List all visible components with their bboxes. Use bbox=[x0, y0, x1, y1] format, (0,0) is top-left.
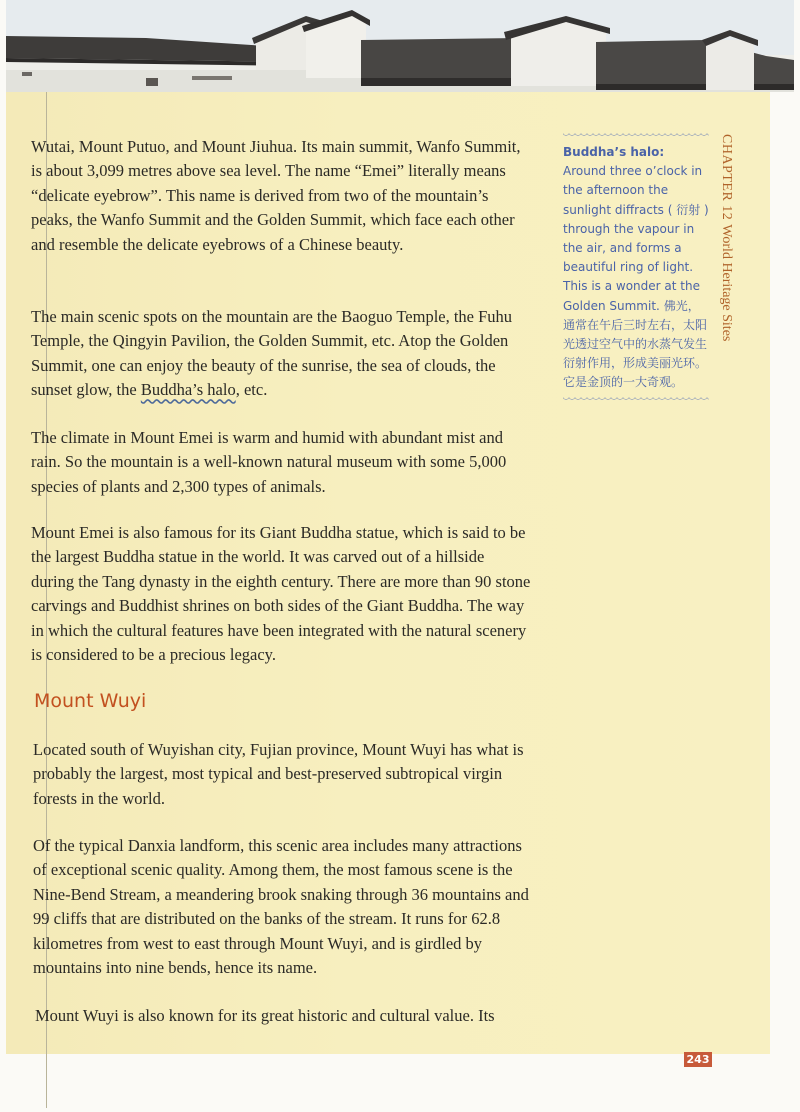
wavy-rule-top bbox=[563, 133, 709, 139]
paragraph-wuyi-location: Located south of Wuyishan city, Fujian province, Mount Wuyi has what is probably the largest, most typical and best-preserved subtropical virgin forests in the world. bbox=[33, 740, 524, 808]
section-heading-mount-wuyi: Mount Wuyi bbox=[34, 690, 147, 712]
sidenote-buddhas-halo bbox=[563, 133, 709, 403]
wavy-rule-bottom bbox=[563, 397, 709, 403]
paragraph-climate: The climate in Mount Emei is warm and humid with abundant mist and rain. So the mountain is a well-known natural museum with some 5,000 species of plants and 2,300 types of animals. bbox=[31, 428, 507, 496]
sidenote-definition: Around three o’clock in the afternoon the sunlight diffracts ( 衍射 ) through the vapour in the air, and forms a beautiful ring of light. This is a wonder at the Golden Summit. bbox=[563, 164, 709, 313]
sidenote-english bbox=[563, 143, 709, 393]
sidenote-chinese: 佛光，通常在午后三时左右，太阳光透过空气中的水蒸气发生衍射作用，形成美丽光环。它是金顶的一大奇观。 bbox=[563, 298, 708, 390]
paragraph-wuyi-culture: Mount Wuyi is also known for its great historic and cultural value. Its bbox=[35, 1006, 495, 1025]
paragraph-giant-buddha: Mount Emei is also famous for its Giant Buddha statue, which is said to be the largest Buddha statue in the world. It was carved out of a hillside during the Tang dynasty in the eighth century. There are more than 90 stone carvings and Buddhist shrines on both sides of the Giant Buddha. The way in which the cultural features have been integrated with the natural scenery is considered to be a precious legacy. bbox=[31, 523, 531, 665]
sidenote-term: Buddha’s halo: bbox=[563, 145, 665, 159]
chapter-label: CHAPTER 12 bbox=[719, 134, 734, 221]
paragraph-emei-intro: Wutai, Mount Putuo, and Mount Jiuhua. Its main summit, Wanfo Summit, is about 3,099 metres above sea level. The name “Emei” literally means “delicate eyebrow”. This name is derived from two of the mountain’s peaks, the Wanfo Summit and the Golden Summit, which face each other and resemble the delicate eyebrows of a Chinese beauty. bbox=[31, 137, 521, 254]
buddhas-halo-term: Buddha’s halo bbox=[140, 380, 236, 400]
header-photo-banner bbox=[6, 0, 794, 92]
chapter-running-head bbox=[718, 134, 735, 341]
chapter-title: World Heritage Sites bbox=[719, 224, 734, 342]
paragraph-scenic-spots-text: The main scenic spots on the mountain are the Baoguo Temple, the Fuhu Temple, the Qingyin Pavilion, the Golden Summit, etc. Atop the Golden Summit, one can enjoy the beauty of the sunrise, the sea of clouds, the sunset glow, the bbox=[31, 307, 513, 400]
page-number: 243 bbox=[684, 1052, 712, 1067]
paragraph-scenic-spots bbox=[31, 305, 531, 403]
paragraph-danxia: Of the typical Danxia landform, this scenic area includes many attractions of exceptional scenic quality. Among them, the most famous scene is the Nine-Bend Stream, a meandering brook snaking through 36 mountains and 99 cliffs that are distributed on the banks of the stream. It runs for 62.8 kilometres from west to east through Mount Wuyi, and is girdled by mountains into nine bends, hence its name. bbox=[33, 836, 529, 978]
paragraph-scenic-spots-end: , etc. bbox=[235, 380, 268, 400]
traditional-houses-photo bbox=[6, 0, 794, 92]
